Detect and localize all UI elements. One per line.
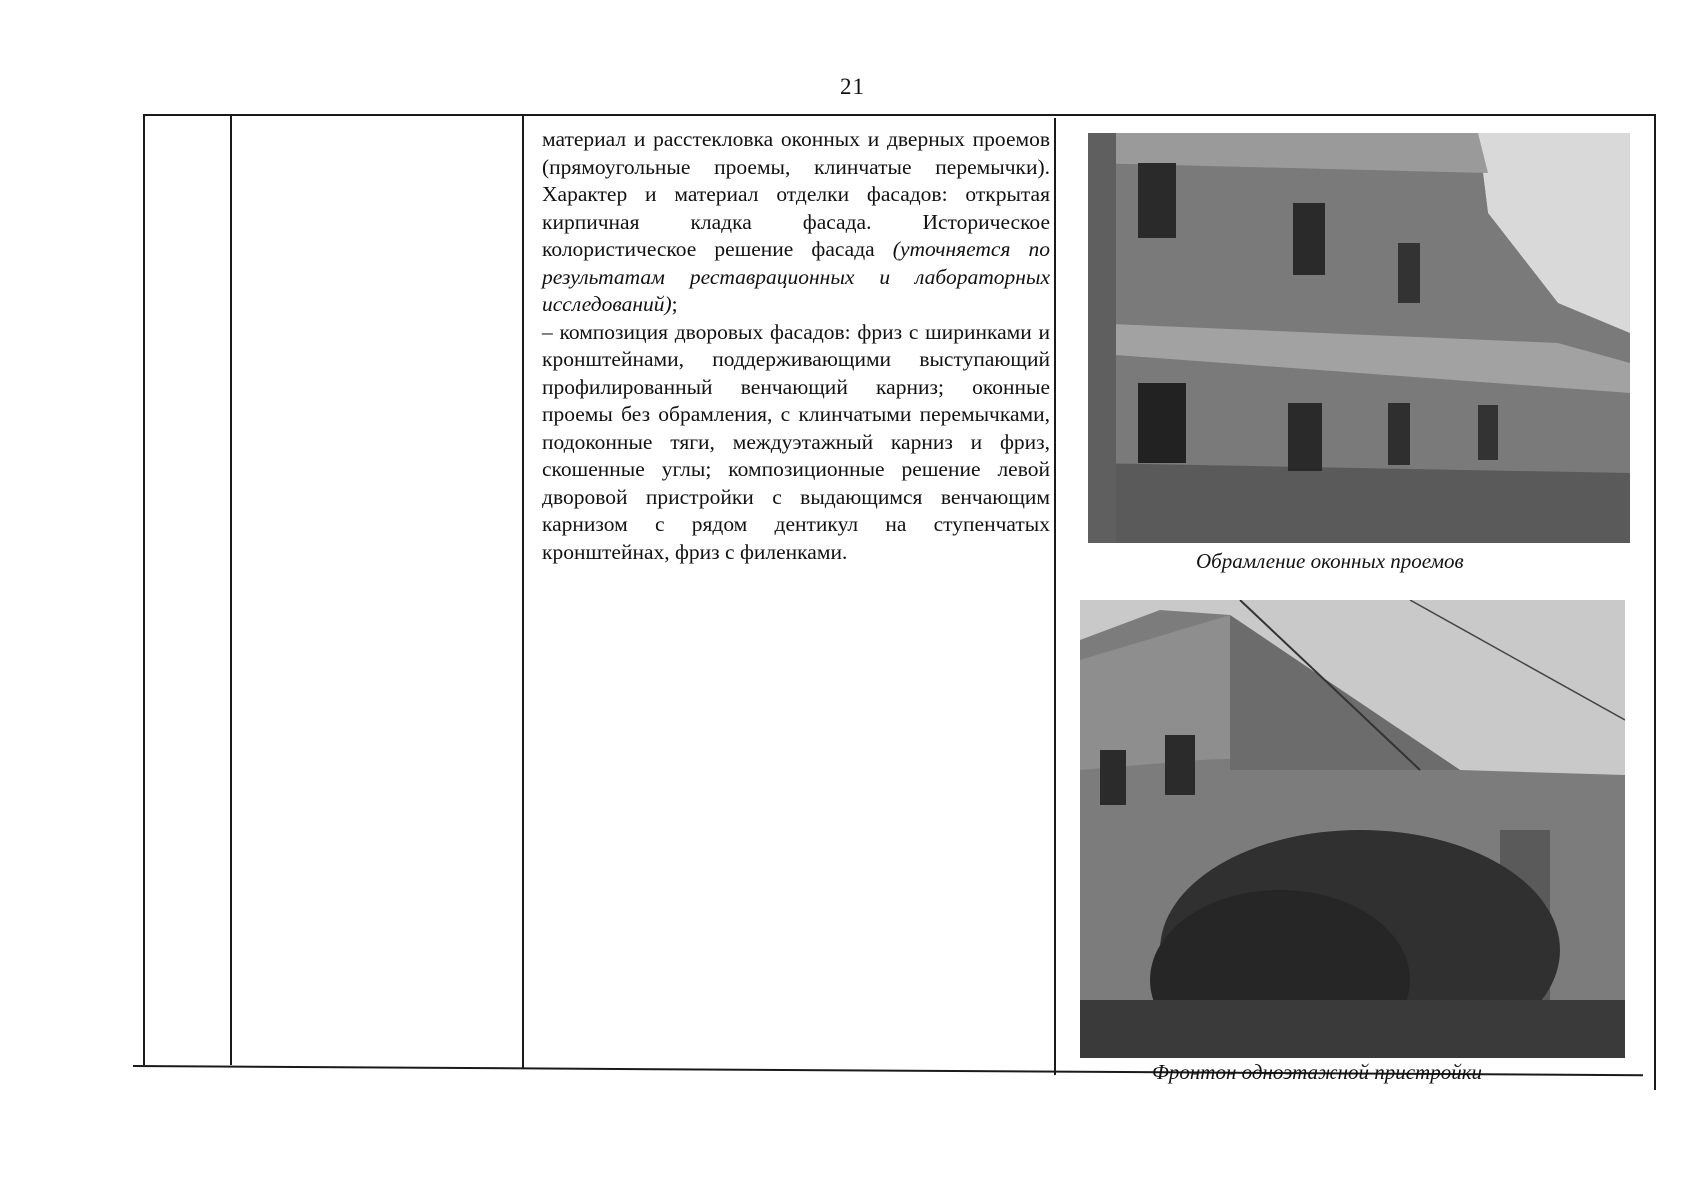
para1-text: материал и расстекловка оконных и дверных проемов (прямоугольные проемы, клинчатые перемычки). Характер и материал отделки фасадов: открытая кирпичная кладка фасада. Историческое колористическое решение фасада — [542, 127, 1050, 261]
table-right-border — [1654, 114, 1656, 1090]
page-number: 21 — [840, 74, 865, 99]
building-annex-photo — [1080, 600, 1625, 1058]
column-divider-2 — [522, 114, 524, 1069]
photo-caption-2: Фронтон одноэтажной пристройки — [1152, 1060, 1483, 1084]
building-facade-photo — [1088, 133, 1630, 543]
para1-italic-note: (уточняется по результатам реставрационных и лабораторных исследований) — [542, 237, 1051, 316]
column-divider-1 — [230, 114, 232, 1065]
table-top-border — [143, 114, 1656, 116]
table-left-border — [143, 114, 145, 1065]
description-paragraph-2: – композиция дворовых фасадов: фриз с ширинками и кронштейнами, поддерживающими выступающий профилированный венчающий карниз; оконные проемы без обрамления, с клинчатыми перемычками, подоконные тяги, междуэтажный карниз и фриз, скошенные углы; композиционные решение левой дворовой пристройки с выдающимся венчающим карнизом с рядом дентикул на ступенчатых кронштейнах, фриз с филенками. — [542, 319, 1050, 564]
photo-caption-1: Обрамление оконных проемов — [1196, 549, 1464, 573]
para1-end: ; — [671, 292, 678, 316]
column-divider-3 — [1054, 118, 1056, 1075]
description-paragraph-1 — [542, 126, 1050, 319]
description-cell — [542, 126, 1050, 566]
